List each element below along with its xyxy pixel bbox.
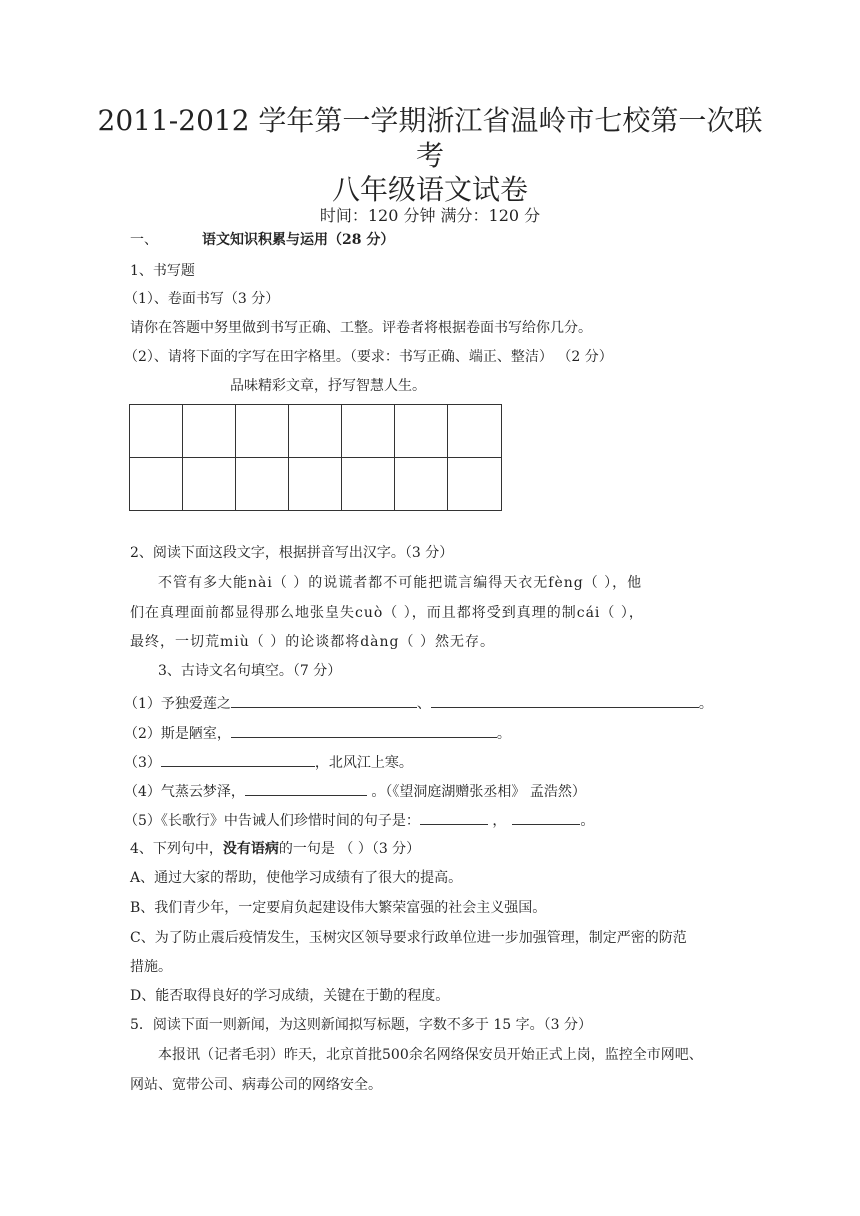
q1-sub1: （1）、卷面书写（3 分） [124, 291, 280, 307]
answer-blank[interactable] [512, 810, 580, 825]
q3-item5-prompt: （5）《长歌行》中告诫人们珍惜时间的句子是： [124, 813, 420, 829]
q3-item2-end: 。 [496, 726, 511, 742]
answer-blank[interactable] [231, 693, 417, 708]
q3-item3-prompt: （3） [124, 755, 161, 771]
answer-blank[interactable] [161, 752, 315, 767]
q1-sub2: （2）、请将下面的字写在田字格里。（要求：书写正确、端正、整洁） （2 分） [124, 349, 613, 365]
q4-title [130, 839, 420, 859]
grid-cell[interactable] [183, 458, 236, 511]
q4-title-prefix: 4、下列句中， [130, 841, 223, 857]
grid-cell[interactable] [130, 405, 183, 458]
writing-grid[interactable] [129, 404, 502, 511]
q4-title-suffix: 的一句是 （ ）（3 分） [278, 841, 421, 857]
q3-item2 [124, 723, 511, 744]
exam-subtitle: 八年级语文试卷 [331, 173, 528, 206]
q4-option-c: C、为了防止震后疫情发生，玉树灾区领导要求行政单位进一步加强管理，制定严密的防范 [130, 930, 687, 946]
q5-title: 5．阅读下面一则新闻，为这则新闻拟写标题，字数不多于 15 字。（3 分） [130, 1017, 592, 1033]
q3-item5-end: 。 [580, 813, 595, 829]
q4-title-emphasis: 没有语病 [222, 841, 279, 857]
q2-line2: 们在真理面前都显得那么地张皇失cuò（ ），而且都将受到真理的制cái（ ）， [130, 605, 644, 621]
q4-option-b: B、我们青少年，一定要肩负起建设伟大繁荣富强的社会主义强国。 [130, 900, 547, 916]
grid-cell[interactable] [236, 405, 289, 458]
grid-cell[interactable] [342, 458, 395, 511]
q3-item1-end: 。 [698, 696, 713, 712]
q3-item2-prompt: （2）斯是陋室， [124, 726, 231, 742]
grid-cell[interactable] [130, 458, 183, 511]
q3-item5-sep: ， [487, 813, 507, 829]
section-heading [130, 230, 394, 250]
exam-title-line1: 2011-2012 学年第一学期浙江省温岭市七校第一次联 [97, 104, 763, 137]
grid-cell[interactable] [236, 458, 289, 511]
q4-option-c-cont: 措施。 [130, 959, 172, 975]
grid-cell[interactable] [395, 458, 448, 511]
q1-sentence: 品味精彩文章，抒写智慧人生。 [230, 378, 426, 394]
q3-item3-rest: ，北风江上寒。 [314, 755, 413, 771]
section-number: 一、 [130, 232, 158, 248]
q3-title: 3、古诗文名句填空。（7 分） [158, 663, 342, 679]
grid-cell[interactable] [395, 405, 448, 458]
grid-cell[interactable] [289, 458, 342, 511]
q3-item5 [124, 810, 594, 831]
q3-item4 [124, 781, 586, 802]
q3-item4-prompt: （4）气蒸云梦泽， [124, 784, 245, 800]
answer-blank[interactable] [420, 810, 488, 825]
grid-cell[interactable] [289, 405, 342, 458]
q5-news-line2: 网站、宽带公司、病毒公司的网络安全。 [130, 1077, 382, 1093]
q2-line3: 最终，一切荒miù（ ）的论谈都将dàng（ ）然无存。 [130, 634, 495, 650]
grid-cell[interactable] [448, 458, 501, 511]
q4-option-d: D、能否取得良好的学习成绩，关键在于勤的程度。 [130, 988, 450, 1004]
q5-news-line1: 本报讯（记者毛羽）昨天，北京首批500余名网络保安员开始正式上岗，监控全市网吧、 [158, 1047, 703, 1063]
q3-item1-sep: 、 [416, 696, 431, 712]
section-title: 语文知识积累与运用（28 分） [202, 232, 395, 248]
answer-blank[interactable] [231, 723, 497, 738]
q4-option-a: A、通过大家的帮助，使他学习成绩有了很大的提高。 [130, 870, 463, 886]
q3-item1-prompt: （1）予独爱莲之 [124, 696, 231, 712]
q1-title: 1、书写题 [130, 263, 195, 279]
q2-title: 2、阅读下面这段文字，根据拼音写出汉字。（3 分） [130, 545, 454, 561]
grid-cell[interactable] [448, 405, 501, 458]
grid-cell[interactable] [183, 405, 236, 458]
q3-item4-rest: 。（《望洞庭湖赠张丞相》 孟浩然） [366, 784, 586, 800]
q3-item1 [124, 693, 713, 714]
exam-meta: 时间：120 分钟 满分：120 分 [319, 206, 541, 225]
q2-line1: 不管有多大能nài（ ）的说谎者都不可能把谎言编得天衣无fèng（ ），他 [158, 575, 643, 591]
answer-blank[interactable] [431, 693, 699, 708]
exam-title-line2: 考 [415, 139, 444, 172]
q3-item3 [124, 752, 413, 773]
answer-blank[interactable] [245, 781, 367, 796]
grid-cell[interactable] [342, 405, 395, 458]
q1-sub1-text: 请你在答题中努里做到书写正确、工整。评卷者将根据卷面书写给你几分。 [130, 320, 592, 336]
